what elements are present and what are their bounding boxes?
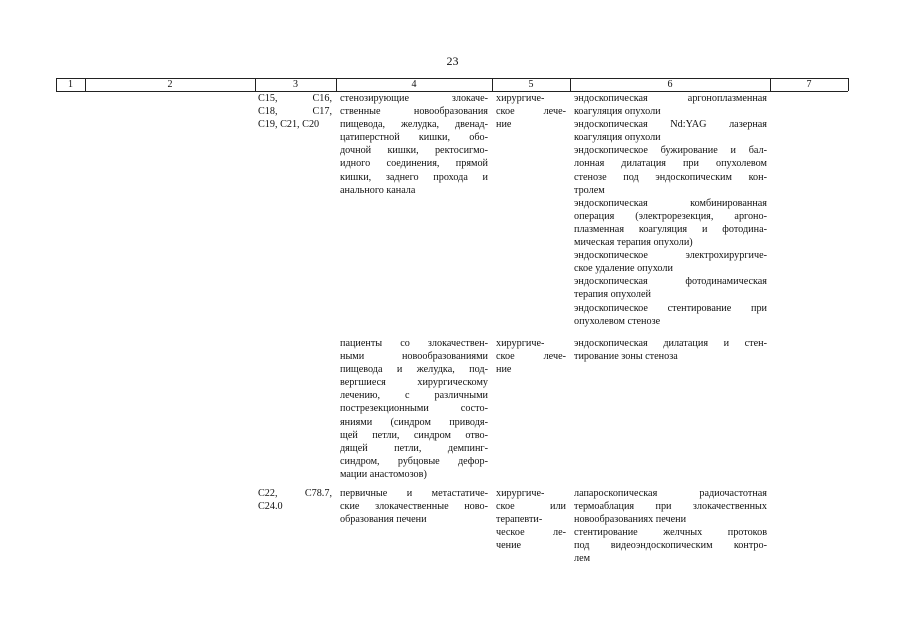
diagnosis-codes: C15, C16, C18, C17, C19, C21, C20 <box>258 93 332 131</box>
patient-model: стенозирующие злокаче- ственные новообразования пищевода, желудка, двенад- цатиперстной кишки, обо- дочной кишки, ректосигмо- идного соединения, прямой кишки, заднего прохода и анального канала <box>340 93 488 196</box>
column-divider <box>848 78 849 91</box>
column-number-5: 5 <box>528 79 534 90</box>
column-number-3: 3 <box>293 79 298 90</box>
treatment-type: хирургиче- ское лече- ние <box>496 338 566 376</box>
column-number-2: 2 <box>167 79 173 90</box>
treatment-methods: эндоскопическая аргоноплазменная коагуляция опухоли эндоскопическая Nd:YAG лазерная коагуляция опухоли эндоскопическое бужирование и бал- лонная дилатация при опухолевом стенозе под эндоскопическим кон- тролем эндоскопическая комбинированная операция (электрорезекция, аргоно- плазменная коагуляция и фотодина- мическая терапия опухоли) эндоскопическое электрохирургиче- ское удаление опухоли эндоскопическая фотодинамическая терапия опухолей эндоскопическое стентирование при опухолевом стенозе <box>574 93 767 327</box>
column-number-7: 7 <box>806 79 812 90</box>
treatment-type: хирургиче- ское или терапевти- ческое ле- чение <box>496 488 566 552</box>
column-number-4: 4 <box>411 79 417 90</box>
diagnosis-codes: C22, C78.7, C24.0 <box>258 488 332 513</box>
page-number: 23 <box>446 54 459 68</box>
column-number-6: 6 <box>667 79 673 90</box>
column-number-1: 1 <box>68 79 73 90</box>
patient-model: пациенты со злокачествен- ными новообразованиями пищевода и желудка, под- вергшиеся хирургическому лечению, с различными пострезекционными состо- яниями (синдром приводя- щей петли, синдром отво- дящей петли, демпинг- синдром, рубцовые дефор- мации анастомозов) <box>340 338 488 480</box>
treatment-type: хирургиче- ское лече- ние <box>496 93 566 131</box>
patient-model: первичные и метастатиче- ские злокачественные ново- образования печени <box>340 488 488 526</box>
treatment-methods: лапароскопическая радиочастотная термоаблация при злокачественных новообразованиях печени стентирование желчных протоков под видеоэндоскопическим контро- лем <box>574 488 767 565</box>
treatment-methods: эндоскопическая дилатация и стен- тирование зоны стеноза <box>574 338 767 363</box>
